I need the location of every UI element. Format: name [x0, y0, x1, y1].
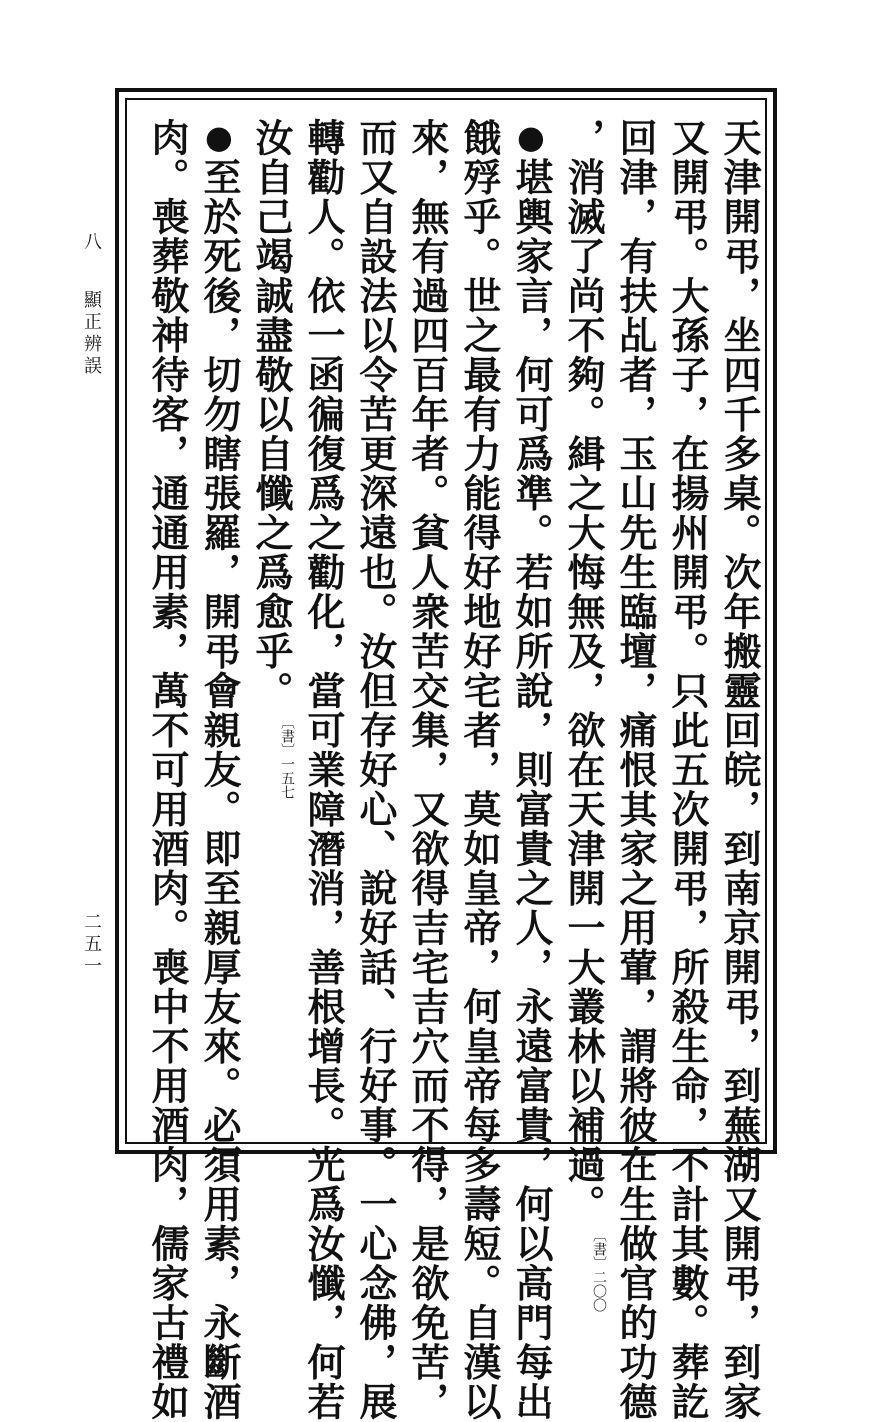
text-column-1 [716, 118, 762, 1422]
text-column-10 [248, 118, 294, 799]
citation-note: 〔書〕二〇〇 [591, 1228, 607, 1312]
column-text: 而又自設法以令苦更深遠也。汝但存好心、說好話、行好事。一心念佛，展 [353, 118, 398, 1422]
bullet-icon: ● [200, 118, 238, 158]
column-text: ，消滅了尚不夠。緝之大悔無及，欲在天津開一大叢林以補過。 [561, 118, 606, 1224]
text-column-9 [300, 118, 346, 1422]
bullet-icon: ● [512, 118, 550, 158]
chapter-number: 八 [81, 232, 102, 254]
column-text: 堪輿家言，何可爲準。若如所說，則富貴之人，永遠富貴，何以高門每出 [509, 157, 554, 1422]
column-text: 又開弔。大孫子，在揚州開弔。只此五次開弔，所殺生命，不計其數。葬訖 [665, 118, 710, 1422]
text-column-6 [456, 118, 502, 1422]
text-column-11 [196, 118, 242, 1422]
citation-note: 〔書〕一五七 [279, 714, 295, 799]
text-column-8 [352, 118, 398, 1422]
column-text: 至於死後，切勿瞎張羅，開弔會親友。即至親厚友來。必須用素，永斷酒 [197, 157, 242, 1422]
column-text: 汝自己竭誠盡敬以自懺之爲愈乎。 [249, 118, 294, 711]
column-text: 轉勸人。依一函徧復爲之勸化，當可業障潛消，善根增長。光爲汝懺，何若 [301, 118, 346, 1422]
text-column-7 [404, 118, 450, 1422]
text-column-3 [612, 118, 658, 1422]
column-text: 來，無有過四百年者。貧人衆苦交集，又欲得吉宅吉穴而不得，是欲免苦， [405, 118, 450, 1422]
text-column-5 [508, 118, 554, 1422]
book-title: 顯正辨誤 [81, 290, 102, 378]
column-text: 回津，有扶乩者，玉山先生臨壇，痛恨其家之用葷，謂將彼在生做官的功德 [613, 118, 658, 1422]
column-text: 天津開弔，坐四千多桌。次年搬靈回皖，到南京開弔，到蕪湖又開弔，到家 [717, 118, 762, 1422]
column-text: 肉。喪葬敬神待客，通通用素，萬不可用酒肉。喪中不用酒肉，儒家古禮如 [145, 118, 190, 1422]
text-column-12 [144, 118, 190, 1422]
text-column-4 [560, 118, 606, 1312]
text-column-2 [664, 118, 710, 1422]
page-number: 二五一 [81, 912, 102, 978]
column-text: 餓殍乎。世之最有力能得好地好宅者，莫如皇帝，何皇帝每多壽短。自漢以 [457, 118, 502, 1422]
